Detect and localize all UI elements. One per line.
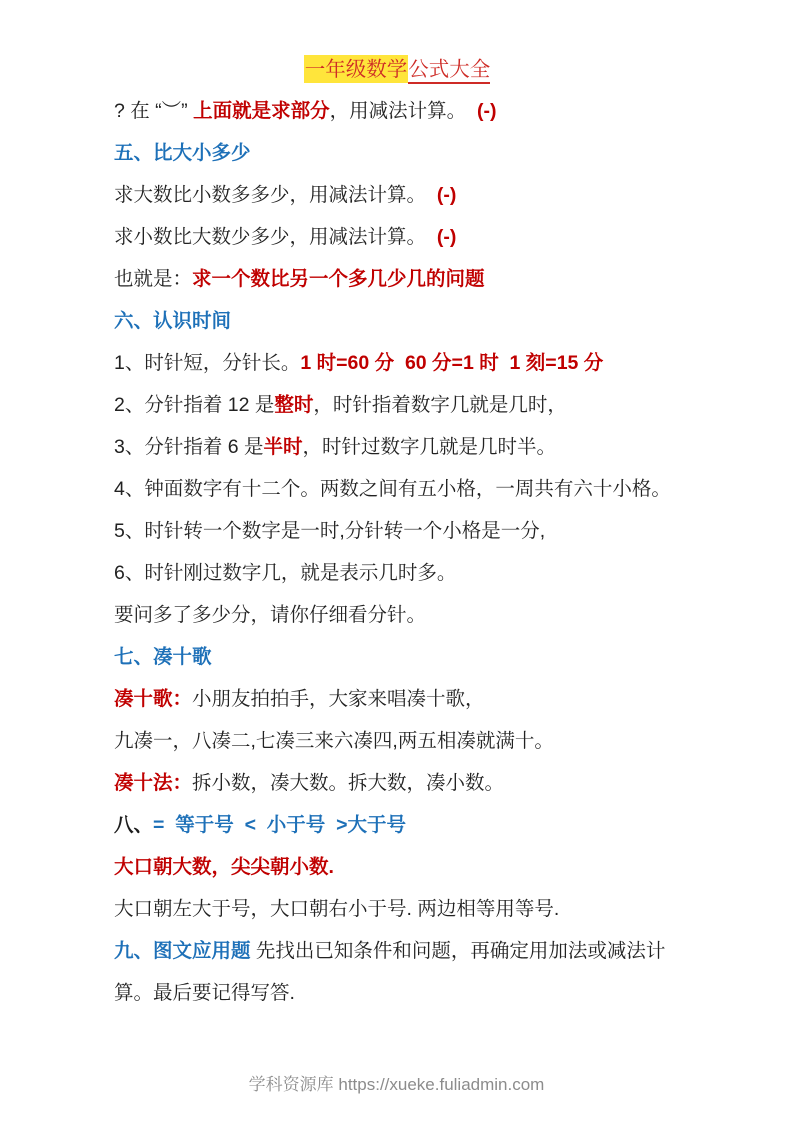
line-seek-part: [114, 90, 680, 132]
text-segment: 1、时针短，分针长。: [114, 352, 301, 374]
text-segment: (-): [436, 226, 457, 248]
footer-watermark: 学科资源库 https://xueke.fuliadmin.com: [248, 1075, 545, 1094]
text-segment: 6、时针刚过数字几，就是表示几时多。: [114, 562, 457, 584]
text-segment: 半时: [263, 436, 303, 458]
text-segment: 求小数比大数少多少，用减法计算。: [114, 226, 437, 248]
text-segment: ，用减法计算。: [329, 100, 477, 122]
text-segment: ，时针指着数字几就是几时，: [313, 394, 567, 416]
text-segment: 八、: [114, 814, 154, 836]
line-time-note: [114, 594, 680, 636]
text-segment: 先找出已知条件和问题，再确定用加法或减法计算。最后要记得写答.: [114, 940, 666, 1004]
text-segment: 4、钟面数字有十二个。两数之间有五小格，一周共有六十小格。: [114, 478, 671, 500]
text-segment: 2、分针指着 12 是: [114, 394, 275, 416]
text-segment: 3、分针指着 6 是: [114, 436, 264, 458]
heading-make-ten-song: [114, 636, 680, 678]
text-segment: 5、时针转一个数字是一时,分针转一个小格是一分,: [114, 520, 546, 542]
line-song-lyrics: [114, 720, 680, 762]
text-segment: 九凑一，八凑二,七凑三来六凑四,两五相凑就满十。: [114, 730, 554, 752]
text-segment: ? 在 “︶”: [114, 100, 194, 122]
text-segment: 大口朝大数，尖尖朝小数.: [114, 856, 334, 878]
text-segment: 凑十法：: [114, 772, 193, 794]
line-symbol-explain: [114, 888, 680, 930]
text-segment: 凑十歌：: [114, 688, 193, 710]
text-segment: 拆小数，凑大数。拆大数，凑小数。: [192, 772, 505, 794]
text-segment: (-): [436, 184, 457, 206]
line-time-5: [114, 510, 680, 552]
text-segment: 小朋友拍拍手，大家来唱凑十歌，: [192, 688, 485, 710]
line-compare-small: [114, 216, 680, 258]
line-time-4: [114, 468, 680, 510]
text-segment: ，时针过数字几就是几时半。: [302, 436, 557, 458]
line-time-6: [114, 552, 680, 594]
heading-text: 七、凑十歌: [114, 646, 212, 668]
line-song-lead: [114, 678, 680, 720]
text-segment: 要问多了多少分，请你仔细看分针。: [114, 604, 427, 626]
line-time-1: [114, 342, 680, 384]
line-time-3: [114, 426, 680, 468]
page-title: [114, 50, 680, 90]
text-segment: 九、图文应用题: [114, 940, 251, 962]
text-segment: 求一个数比另一个多几少几的问题: [192, 268, 485, 290]
text-segment: (-): [476, 100, 497, 122]
text-segment: 求大数比小数多多少，用减法计算。: [114, 184, 437, 206]
title-highlight-text: 一年级数学: [304, 55, 409, 83]
text-segment: = 等于号 < 小于号 >大于号: [153, 814, 407, 836]
line-symbol-rule: [114, 846, 680, 888]
heading-symbols: [114, 804, 680, 846]
heading-compare-size: [114, 132, 680, 174]
text-segment: 上面就是求部分: [193, 100, 330, 122]
line-compare-summary: [114, 258, 680, 300]
heading-know-time: [114, 300, 680, 342]
line-word-problems: [114, 930, 680, 1014]
text-segment: 也就是：: [114, 268, 193, 290]
heading-text: 五、比大小多少: [114, 142, 251, 164]
line-make-ten-method: [114, 762, 680, 804]
line-time-2: [114, 384, 680, 426]
title-underline-text: 公式大全: [408, 58, 490, 84]
text-segment: 1 时=60 分 60 分=1 时 1 刻=15 分: [300, 352, 604, 374]
heading-text: 六、认识时间: [114, 310, 232, 332]
line-compare-big: [114, 174, 680, 216]
text-segment: 整时: [274, 394, 314, 416]
text-segment: 大口朝左大于号，大口朝右小于号. 两边相等用等号.: [114, 898, 560, 920]
